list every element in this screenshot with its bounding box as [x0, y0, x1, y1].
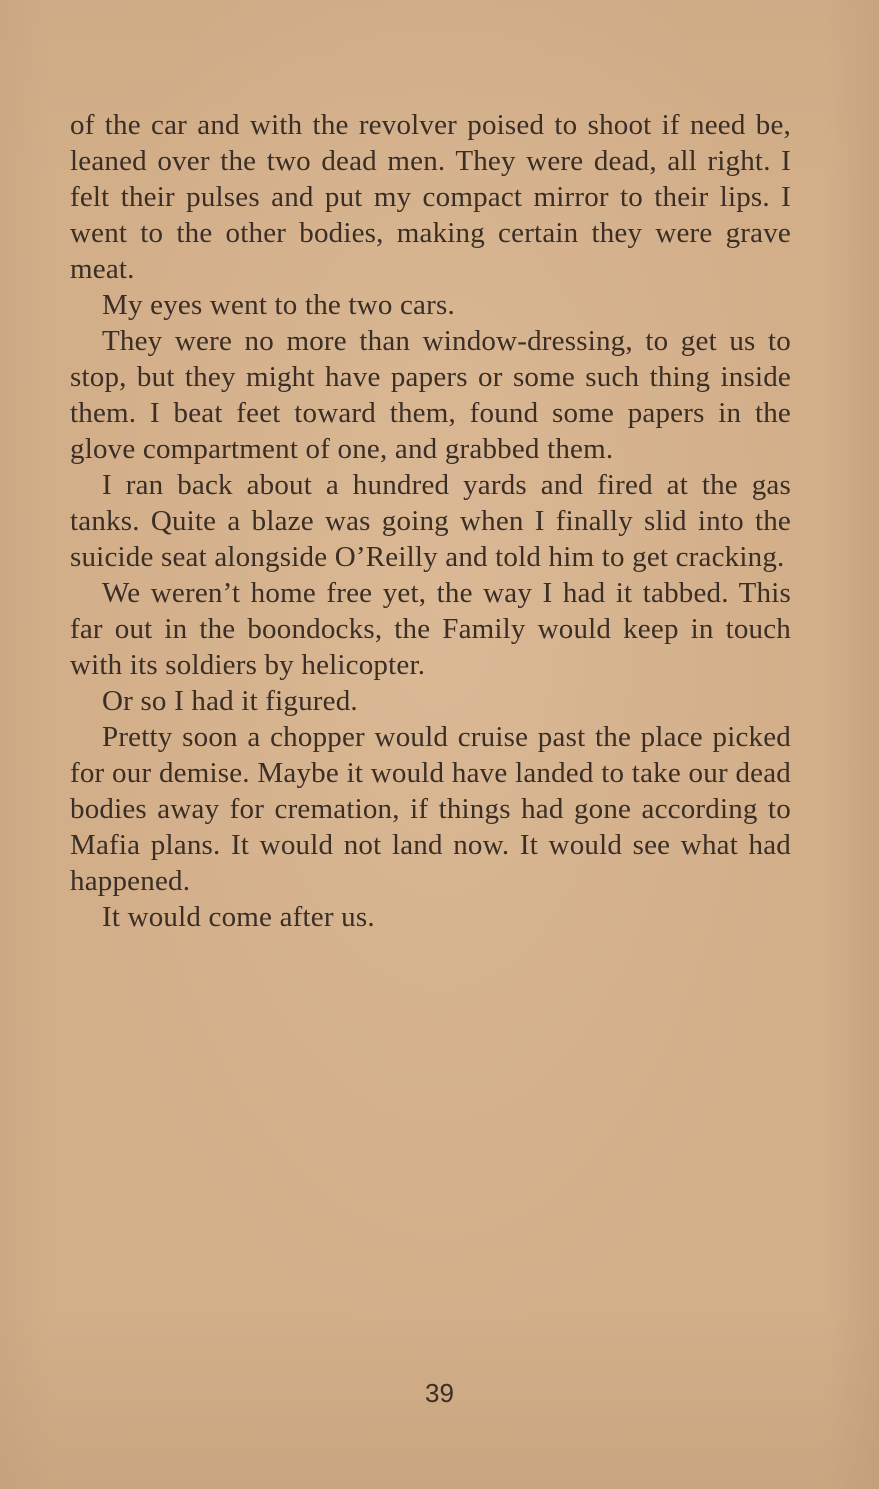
paragraph: I ran back about a hundred yards and fired at the gas tanks. Quite a blaze was going when I finally slid into the suicide seat alongside O’Reilly and told him to get cracking. [70, 469, 791, 573]
paragraph: of the car and with the revolver poised to shoot if need be, leaned over the two dead men. They were dead, all right. I felt their pulses and put my compact mirror to their lips. I went to the other bodies, making certain they were grave meat. [70, 109, 791, 285]
paragraph: Pretty soon a chopper would cruise past the place picked for our demise. Maybe it would have landed to take our dead bodies away for cremation, if things had gone according to Mafia plans. It would not land now. It would see what had happened. [70, 721, 791, 897]
page-number: 39 [425, 1378, 454, 1408]
paragraph: Or so I had it figured. [102, 685, 358, 717]
body-text [70, 107, 791, 935]
paragraph: It would come after us. [102, 901, 375, 933]
paragraph: We weren’t home free yet, the way I had it tabbed. This far out in the boondocks, the Family would keep in touch with its soldiers by helicopter. [70, 577, 791, 681]
paragraph: They were no more than window-dressing, to get us to stop, but they might have papers or some such thing inside them. I beat feet toward them, found some papers in the glove compartment of one, and grabbed them. [70, 325, 791, 465]
paragraph: My eyes went to the two cars. [102, 289, 455, 321]
